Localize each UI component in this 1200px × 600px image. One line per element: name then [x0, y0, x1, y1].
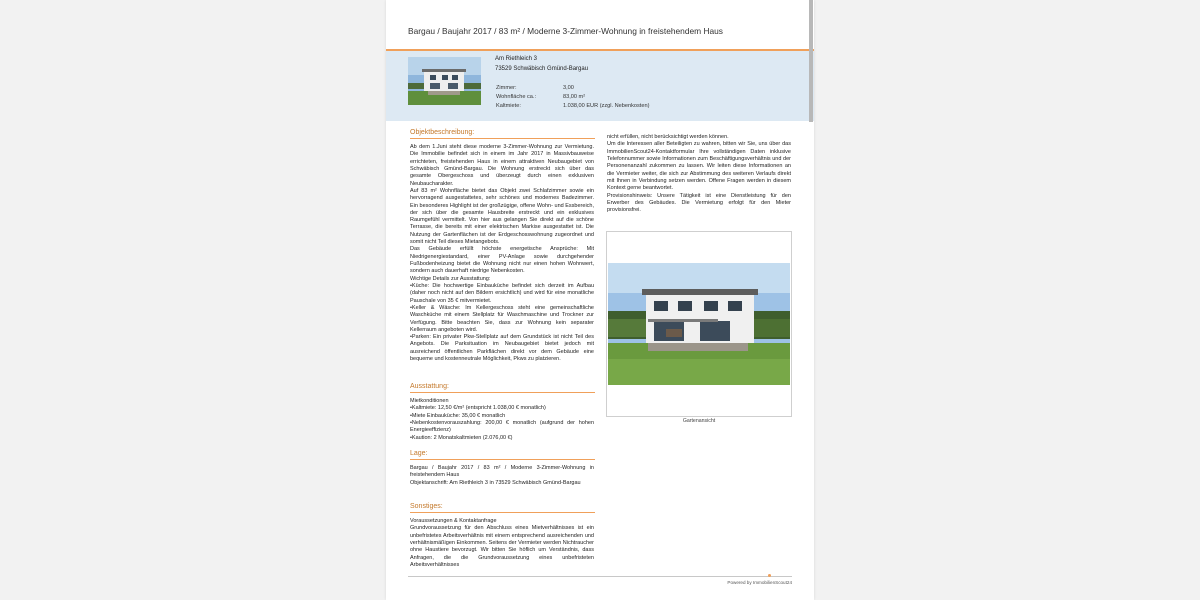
photo-frame — [606, 231, 792, 417]
heading-ausstattung: Ausstattung: — [410, 383, 595, 393]
address-city: 73529 Schwäbisch Gmünd-Bargau — [495, 66, 589, 72]
footer-accent-dot — [768, 574, 771, 577]
text-sonstiges-continued: nicht erfüllen, nicht berücksichtigt werden können. Um die Interessen aller Beteiligten zu wahren, bitten wir Sie, uns über das ImmobilienScout24-Kontaktformular Ihre vollständigen Daten inklusive Telefonnummer sowie Informationen zum Beschäftigungsverhältnis und der Personenanzahl zukommen zu lassen. Wir leiten diese Informationen an die Vermieter weiter, die sich zur Abstimmung des weiteren Verlaufs direkt mit Ihnen in Verbindung setzen werden. Offene Fragen werden in diesem Kontext gerne beantwortet. Provisionshinweis: Unsere Tätigkeit ist eine Dienstleistung für den Erwerber des Gebäudes. Die Vermietung erfolgt für den Mieter provisionsfrei. — [607, 134, 791, 214]
fact-value-zimmer: 3,00 — [563, 85, 574, 91]
powered-by-footer: Powered by ImmobilienScout24 — [727, 580, 792, 585]
heading-sonstiges: Sonstiges: — [410, 503, 595, 513]
footer-divider — [408, 576, 792, 577]
text-ausstattung: Mietkonditionen •Kaltmiete: 12,50 €/m² (entspricht 1.038,00 € monatlich) •Miete Einbauküche: 35,00 € monatlich •Nebenkostenvorauszahlung: 200,00 € monatlich (aufgrund der hohen Energieeffizienz) •Kaution: 2 Monatskaltmieten (2.076,00 €) — [410, 398, 594, 441]
heading-lage: Lage: — [410, 450, 595, 460]
expose-page — [386, 0, 814, 600]
text-lage: Bargau / Baujahr 2017 / 83 m² / Moderne 3-Zimmer-Wohnung in freistehendem Haus Objektanschrift: Am Riethleich 3 in 73529 Schwäbisch Gmünd-Bargau — [410, 465, 594, 486]
heading-objektbeschreibung: Objektbeschreibung: — [410, 129, 595, 139]
fact-label-kaltmiete: Kaltmiete: — [496, 103, 521, 109]
fact-label-zimmer: Zimmer: — [496, 85, 517, 91]
garden-photo — [608, 263, 790, 385]
photo-caption: Gartenansicht — [682, 418, 716, 424]
scrollbar-thumb[interactable] — [809, 0, 813, 122]
text-objektbeschreibung: Ab dem 1.Juni steht diese moderne 3-Zimmer-Wohnung zur Vermietung. Die Immobilie befindet sich in einem im Jahr 2017 in Massivbauweise errichteten, freistehenden Haus in einem attraktiven Neubaugebiet von Schwäbisch Gmünd-Bargau. Die Wohnung erstreckt sich über das gesamte Obergeschoss und überzeugt durch einen exklusiven Neubaucharakter. Auf 83 m² Wohnfläche bietet das Objekt zwei Schlafzimmer sowie ein hervorragend ausgestattetes, sehr schönes und modernes Badezimmer. Ein besonderes Highlight ist der großzügige, offene Wohn- und Essbereich, der sich über die gesamte Hausbreite erstreckt und ein exklusives Raumgefühl vermittelt. Von hier aus gelangen Sie direkt auf die schöne Terrasse, die bereits mit einer elektrischen Markise ausgestattet ist. Die Nutzung der Gartenflächen ist der Erdgeschosswohnung zugeordnet und somit nicht Teil dieses Mietangebots. Das Gebäude erfüllt höchste energetische Ansprüche: Mit Niedrigenergiestandard, einer PV-Anlage sowie durchgehender Fußbodenheizung bietet die Wohnung nicht nur einen hohen Wohnwert, sondern auch dauerhaft niedrige Nebenkosten. Wichtige Details zur Ausstattung: •Küche: Die hochwertige Einbauküche befindet sich derzeit im Aufbau (daher noch nicht auf den Bildern ersichtlich) und wird für eine monatliche Pauschale von 35 € mitvermietet. •Keller & Wäsche: Im Kellergeschoss steht eine gemeinschaftliche Waschküche mit einem Stellplatz für Waschmaschine und Trockner zur Verfügung. Bitte beachten Sie, dass zur Wohnung kein separater Kellerraum angeboten wird. •Parken: Ein privater Pkw-Stellplatz auf dem Grundstück ist nicht Teil des Angebots. Die Parksituation im Neubaugebiet bietet jedoch mit ausreichend öffentlichen Parkflächen direkt vor dem Gebäude eine bequeme und kostenneutrale Möglichkeit, Pkws zu platzieren. — [410, 144, 594, 363]
text-sonstiges: Voraussetzungen & Kontaktanfrage Grundvoraussetzung für den Abschluss eines Mietverhältnisses ist ein unbefristetes Arbeitsverhältnis mit einem entsprechend ausreichenden und verhältnismäßigen Einkommen. Seitens der Vermieter werden Nichtraucher ohne Haustiere bevorzugt. Wir bitten Sie höflich um Verständnis, dass Anfragen, die die Grundvoraussetzung eines unbefristeten Arbeitsverhältnisses — [410, 518, 594, 568]
fact-value-wohnflaeche: 83,00 m² — [563, 94, 586, 100]
fact-value-kaltmiete: 1.038,00 EUR (zzgl. Nebenkosten) — [563, 103, 650, 109]
thumbnail-image — [408, 57, 481, 105]
address-street: Am Riethleich 3 — [495, 56, 538, 62]
fact-label-wohnflaeche: Wohnfläche ca.: — [496, 94, 537, 100]
page-title: Bargau / Baujahr 2017 / 83 m² / Moderne 3-Zimmer-Wohnung in freistehendem Haus — [408, 26, 723, 36]
